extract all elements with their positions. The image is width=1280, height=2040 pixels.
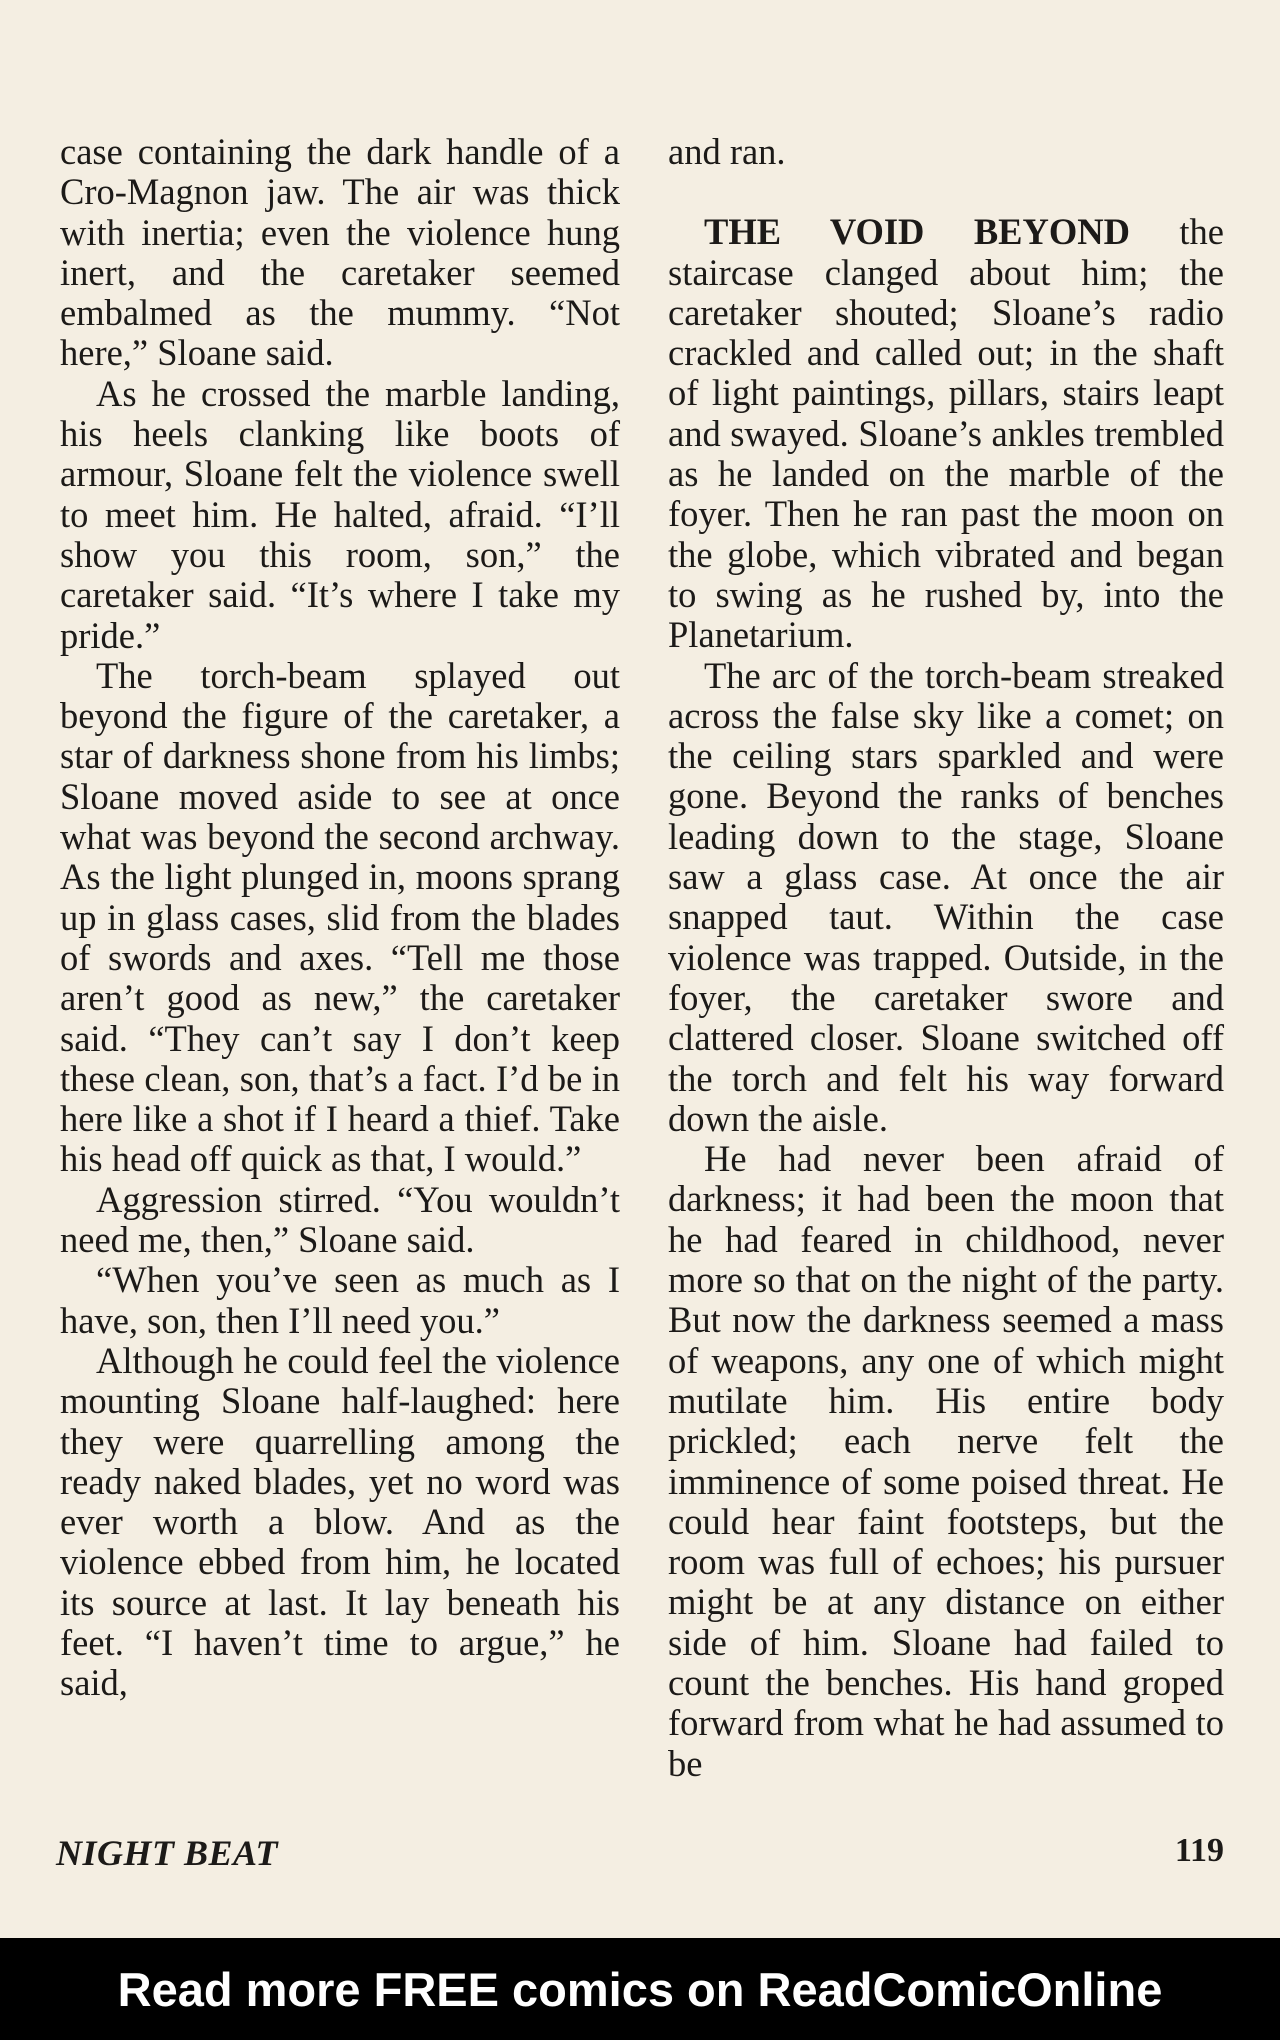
paragraph: Although he could feel the violence mounting Sloane half-laughed: here they were quarrelling among the ready naked blades, yet no word was ever worth a blow. And as the violence ebbed from him, he located its source at last. It lay beneath his feet. “I haven’t time to argue,” he said,: [60, 1339, 620, 1704]
promo-banner: [0, 1938, 1280, 2040]
section-lead-text: the staircase clanged about him; the caretaker shouted; Sloane’s radio crackled and called out; in the shaft of light paintings, pillars, stairs leapt and swayed. Sloane’s ankles trembled as he landed on the marble of the foyer. Then he ran past the moon on the globe, which vibrated and began to swing as he rushed by, into the Planetarium.: [668, 211, 1225, 656]
paragraph: case containing the dark handle of a Cro-Magnon jaw. The air was thick with inertia; even the violence hung inert, and the caretaker seemed embalmed as the mummy. “Not here,” Sloane said.: [60, 131, 620, 374]
section-opening-paragraph: [668, 212, 1224, 655]
paragraph: He had never been afraid of darkness; it had been the moon that he had feared in childhood, never more so that on the night of the party. But now the darkness seemed a mass of weapons, any one of which might mutilate him. His entire body prickled; each nerve felt the imminence of some poised threat. He could hear faint footsteps, but the room was full of echoes; his pursuer might be at any distance on either side of him. Sloane had failed to count the benches. His hand groped forward from what he had assumed to be: [668, 1138, 1224, 1784]
page-number: 119: [1174, 1832, 1224, 1869]
section-lead-in: THE VOID BEYOND: [704, 211, 1130, 253]
paragraph: “When you’ve seen as much as I have, son, then I’ll need you.”: [60, 1259, 620, 1341]
paragraph: The torch-beam splayed out beyond the figure of the caretaker, a star of darkness shone from his limbs; Sloane moved aside to see at once what was beyond the second archway. As the light plunged in, moons sprang up in glass cases, slid from the blades of swords and axes. “Tell me those aren’t good as new,” the caretaker said. “They can’t say I don’t keep these clean, son, that’s a fact. I’d be in here like a shot if I heard a thief. Take his head off quick as that, I would.”: [60, 654, 620, 1180]
paragraph: Aggression stirred. “You wouldn’t need me, then,” Sloane said.: [60, 1178, 620, 1261]
paragraph: As he crossed the marble landing, his heels clanking like boots of armour, Sloane felt the violence swell to meet him. He halted, afraid. “I’ll show you this room, son,” the caretaker said. “It’s where I take my pride.”: [60, 372, 620, 656]
left-text-column: [60, 132, 620, 1704]
magazine-title-footer: NIGHT BEAT: [56, 1833, 279, 1873]
paragraph: The arc of the torch-beam streaked across the false sky like a comet; on the ceiling stars sparkled and were gone. Beyond the ranks of benches leading down to the stage, Sloane saw a glass case. At once the air snapped taut. Within the case violence was trapped. Outside, in the foyer, the caretaker swore and clattered closer. Sloane switched off the torch and felt his way forward down the aisle.: [668, 654, 1224, 1139]
promo-banner-link[interactable]: Read more FREE comics on ReadComicOnline: [117, 1962, 1163, 2016]
paragraph-continuation: and ran.: [668, 131, 786, 172]
right-text-column: [668, 132, 1224, 1784]
